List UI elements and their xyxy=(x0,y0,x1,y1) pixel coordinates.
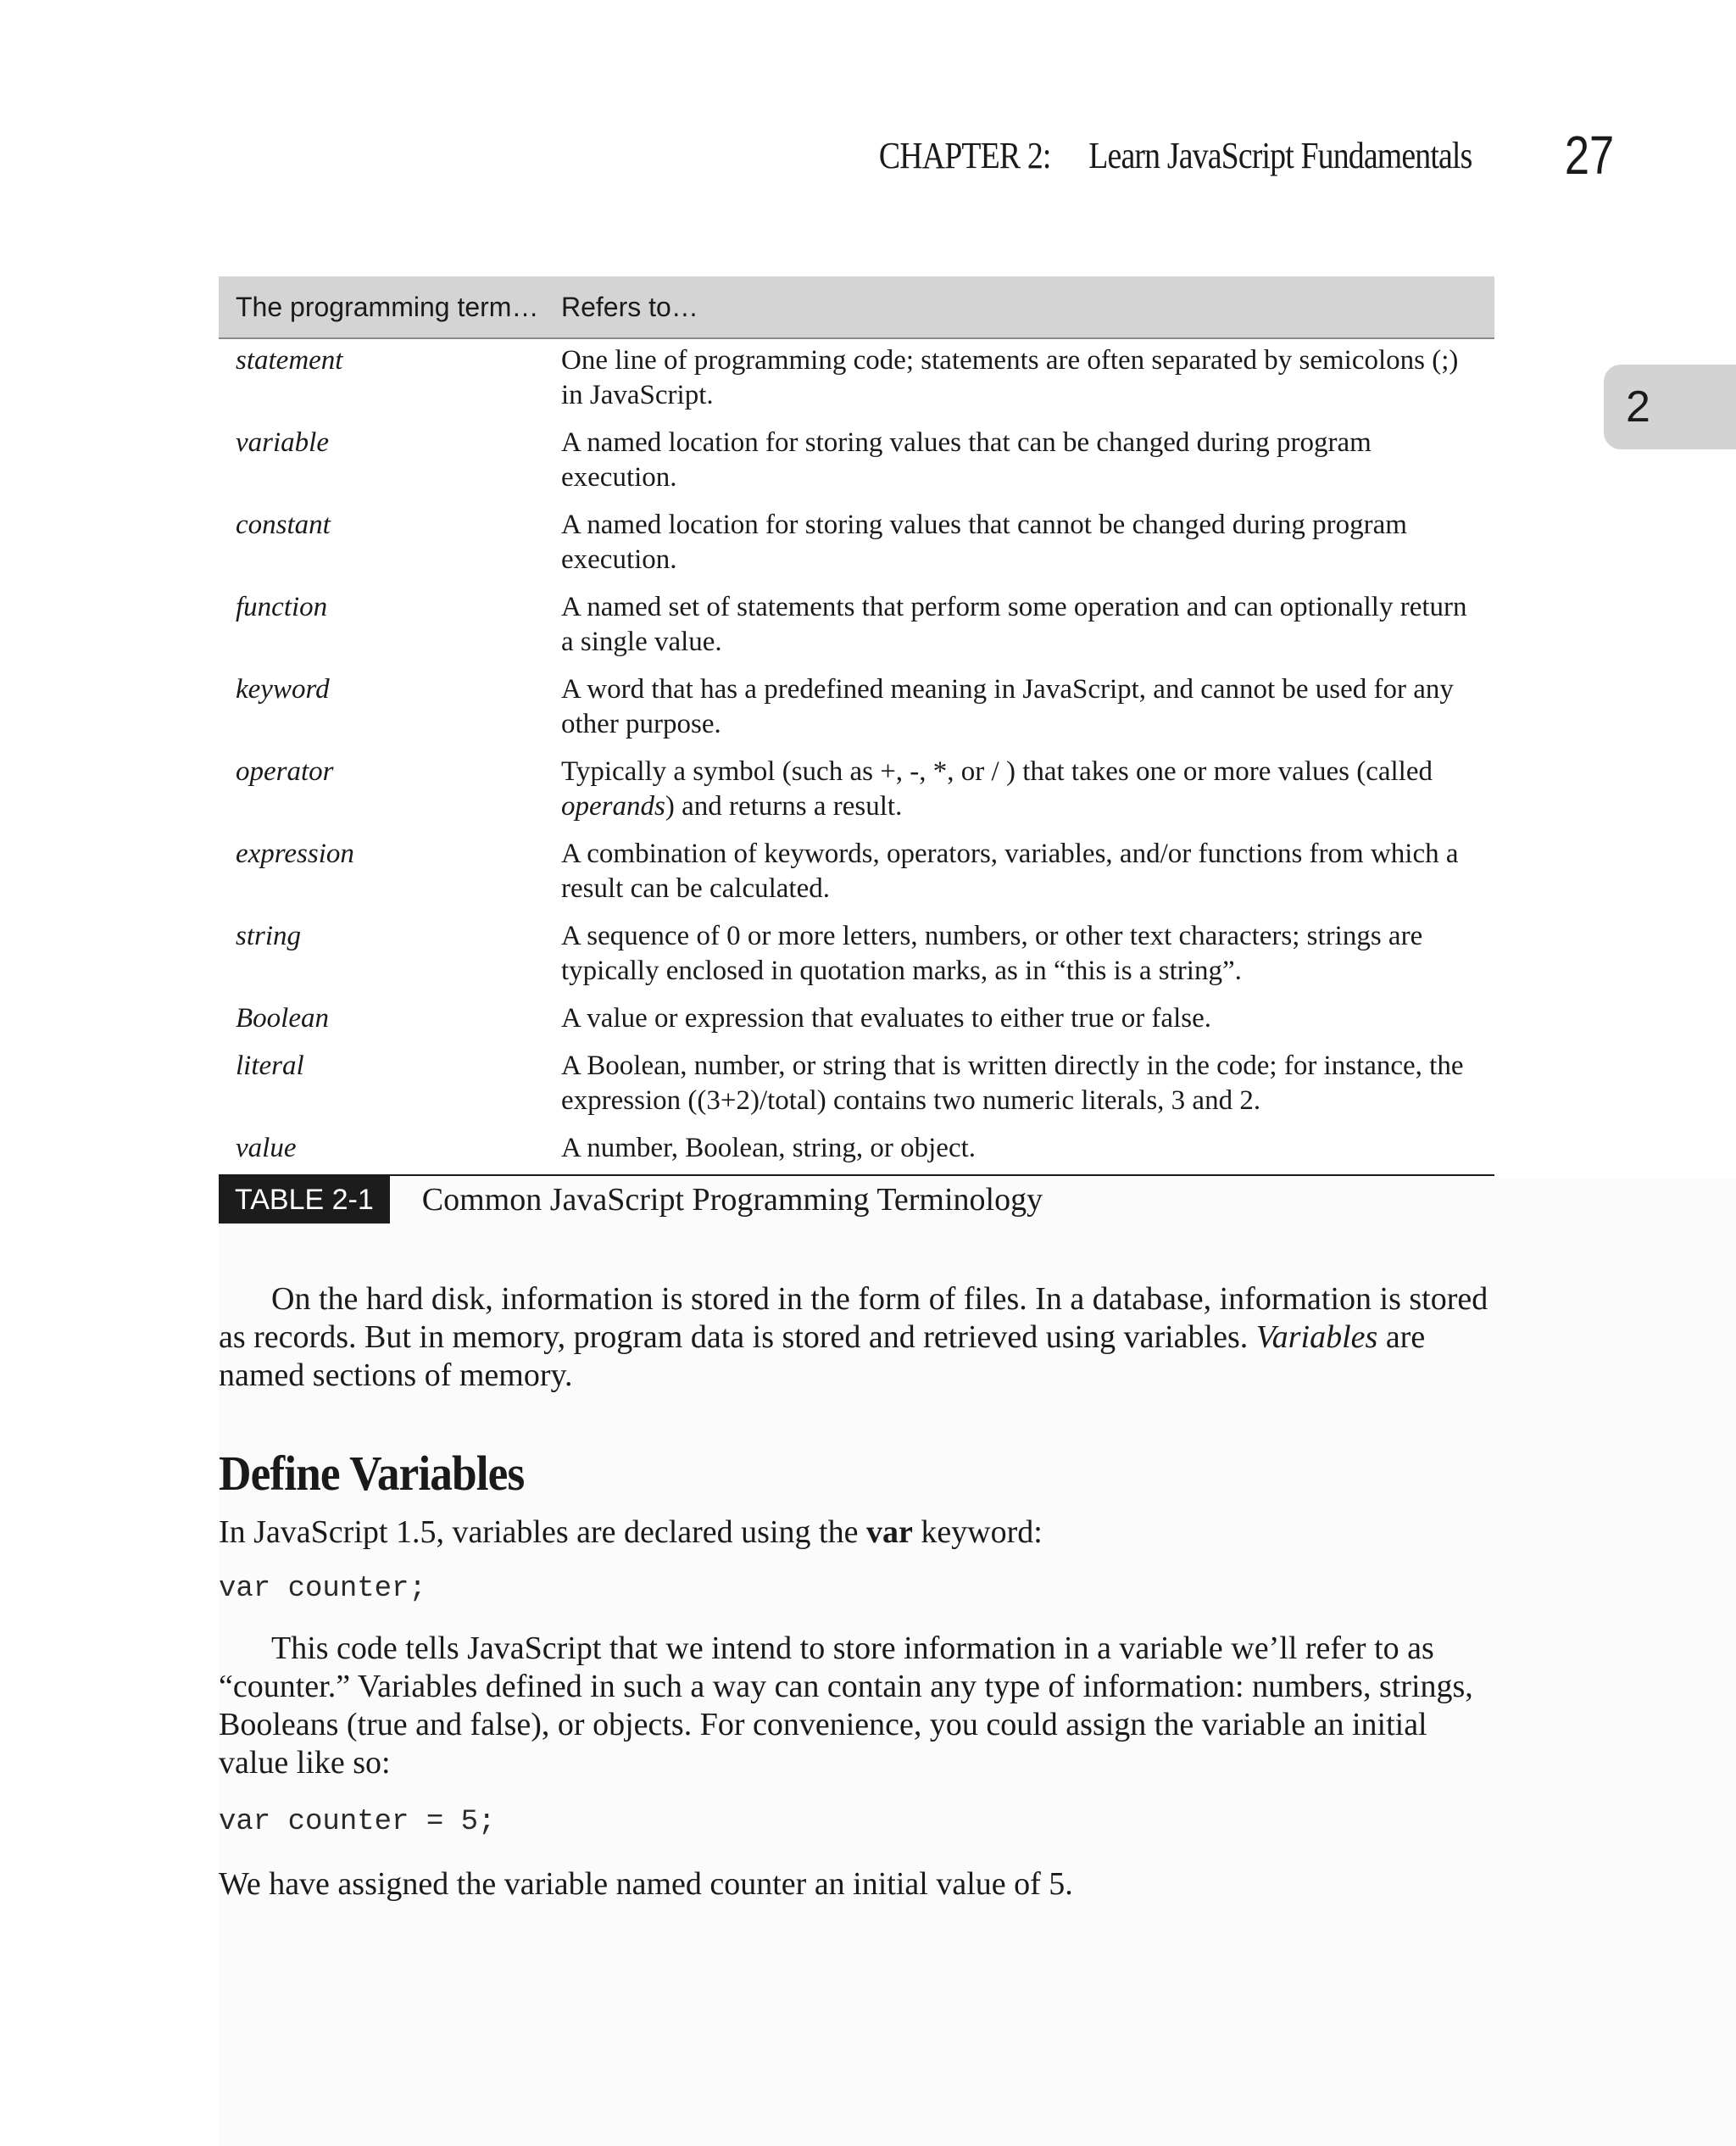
description-cell: One line of programming code; statements are often separated by semicolons (;) in JavaScript. xyxy=(561,345,1459,410)
description-cell: A named location for storing values that cannot be changed during program execution. xyxy=(561,510,1407,575)
description-text: ) and returns a result. xyxy=(665,791,903,822)
table-row xyxy=(219,421,1494,504)
table-row xyxy=(219,1127,1494,1174)
table-row xyxy=(219,997,1494,1045)
paragraph-text: In JavaScript 1.5, variables are declared using the xyxy=(219,1514,866,1550)
table-number-tag: TABLE 2-1 xyxy=(219,1176,390,1223)
term-cell: variable xyxy=(236,427,329,458)
table-row xyxy=(219,504,1494,586)
term-cell: operator xyxy=(236,756,334,787)
term-cell: literal xyxy=(236,1051,304,1081)
paragraph-text: On the hard disk, information is stored in the form of files. In a database, information is stored as records. But in memory, program data is stored and retrieved using variables. xyxy=(219,1281,1488,1355)
column-header-refers: Refers to… xyxy=(561,291,698,322)
term-cell: keyword xyxy=(236,674,330,705)
description-italic: operands xyxy=(561,791,665,822)
table-row xyxy=(219,833,1494,915)
description-cell: A sequence of 0 or more letters, numbers, or other text characters; strings are typically enclosed in quotation marks, as in “this is a string”. xyxy=(561,921,1423,986)
table-row xyxy=(219,586,1494,668)
code-line: var counter = 5; xyxy=(219,1806,496,1838)
code-line: var counter; xyxy=(219,1573,426,1605)
chapter-tab: 2 xyxy=(1604,365,1736,449)
chapter-title: Learn JavaScript Fundamentals xyxy=(1088,135,1472,176)
table-row xyxy=(219,339,1494,421)
term-cell: expression xyxy=(236,839,354,869)
term-cell: value xyxy=(236,1133,297,1163)
table-row xyxy=(219,1045,1494,1127)
description-cell: A number, Boolean, string, or object. xyxy=(561,1133,976,1163)
paragraph: We have assigned the variable named counter an initial value of 5. xyxy=(219,1866,1073,1902)
paragraph-italic: Variables xyxy=(1255,1319,1378,1355)
term-cell: statement xyxy=(236,345,343,376)
description-text: Typically a symbol (such as +, -, *, or / ) that takes one or more values (called xyxy=(561,756,1433,787)
table-caption-title: Common JavaScript Programming Terminology xyxy=(421,1182,1043,1218)
table-caption xyxy=(219,1176,1494,1223)
term-cell: string xyxy=(236,921,302,951)
term-cell: function xyxy=(236,592,328,622)
description-cell: A named location for storing values that can be changed during program execution. xyxy=(561,427,1372,493)
chapter-label: CHAPTER 2: xyxy=(878,135,1051,176)
paragraph xyxy=(219,1280,1499,1395)
paragraph-bold: var xyxy=(865,1514,913,1550)
table-row xyxy=(219,750,1494,833)
term-cell: constant xyxy=(236,510,331,540)
paragraph-text: keyword: xyxy=(912,1514,1043,1550)
table-header-row xyxy=(219,276,1494,339)
terminology-table xyxy=(219,276,1494,1223)
column-header-term: The programming term… xyxy=(236,291,539,322)
running-header xyxy=(878,134,1472,177)
page-number: 27 xyxy=(1564,125,1614,186)
paragraph xyxy=(219,1513,1499,1552)
section-heading: Define Variables xyxy=(219,1446,525,1501)
description-cell: A Boolean, number, or string that is written directly in the code; for instance, the expression ((3+2)/total) contains two numeric literals, 3 and 2. xyxy=(561,1051,1464,1116)
table-row xyxy=(219,668,1494,750)
paragraph: This code tells JavaScript that we intend to store information in a variable we’ll refer to as “counter.” Variables defined in such a way can contain any type of information: numbers, strings, Booleans (true and false), or objects. For convenience, you could assign the variable an initial value like so: xyxy=(219,1630,1473,1781)
paragraph-text: are named sections of memory. xyxy=(219,1319,1426,1393)
description-cell: A value or expression that evaluates to either true or false. xyxy=(561,1003,1211,1034)
description-cell: A named set of statements that perform some operation and can optionally return a single value. xyxy=(561,592,1467,657)
description-cell: A combination of keywords, operators, variables, and/or functions from which a result can be calculated. xyxy=(561,839,1459,904)
table-row xyxy=(219,915,1494,997)
description-cell xyxy=(561,755,1494,824)
term-cell: Boolean xyxy=(236,1003,329,1034)
description-cell: A word that has a predefined meaning in JavaScript, and cannot be used for any other purpose. xyxy=(561,674,1454,739)
